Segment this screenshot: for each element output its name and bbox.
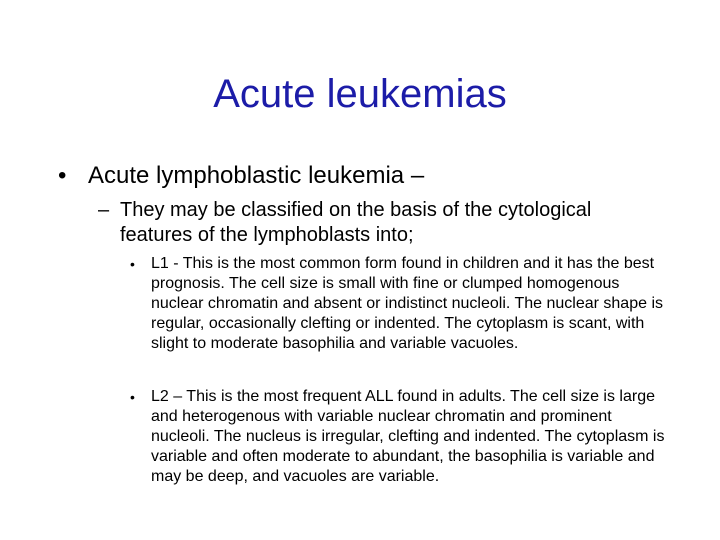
bullet-level2 — [98, 198, 658, 248]
bullet-level1-text: Acute lymphoblastic leukemia – — [88, 162, 425, 189]
bullet-icon: • — [58, 162, 67, 189]
slide-title: Acute leukemias — [213, 72, 507, 116]
bullet-level3-l1 — [130, 254, 670, 354]
bullet-level3-l2 — [130, 387, 670, 487]
bullet-icon: • — [130, 256, 135, 272]
dash-icon: – — [98, 199, 110, 221]
bullet-icon: • — [130, 389, 135, 405]
bullet-level2-text: They may be classified on the basis of the cytological features of the lymphoblasts into; — [120, 199, 592, 246]
bullet-level3-l2-text: L2 – This is the most frequent ALL found in adults. The cell size is large and heterogenous with variable nuclear chromatin and prominent nucleoli. The nucleus is irregular, clefting and indented. The cytoplasm is variable and often moderate to abundant, the basophilia is variable and may be deep, and vacuoles are variable. — [151, 388, 665, 485]
bullet-level3-l1-text: L1 - This is the most common form found in children and it has the best prognosis. The cell size is small with fine or clumped homogenous nuclear chromatin and absent or indistinct nucleoli. The nuclear shape is regular, occasionally clefting or indented. The cytoplasm is scant, with slight to moderate basophilia and variable vacuoles. — [151, 255, 663, 352]
